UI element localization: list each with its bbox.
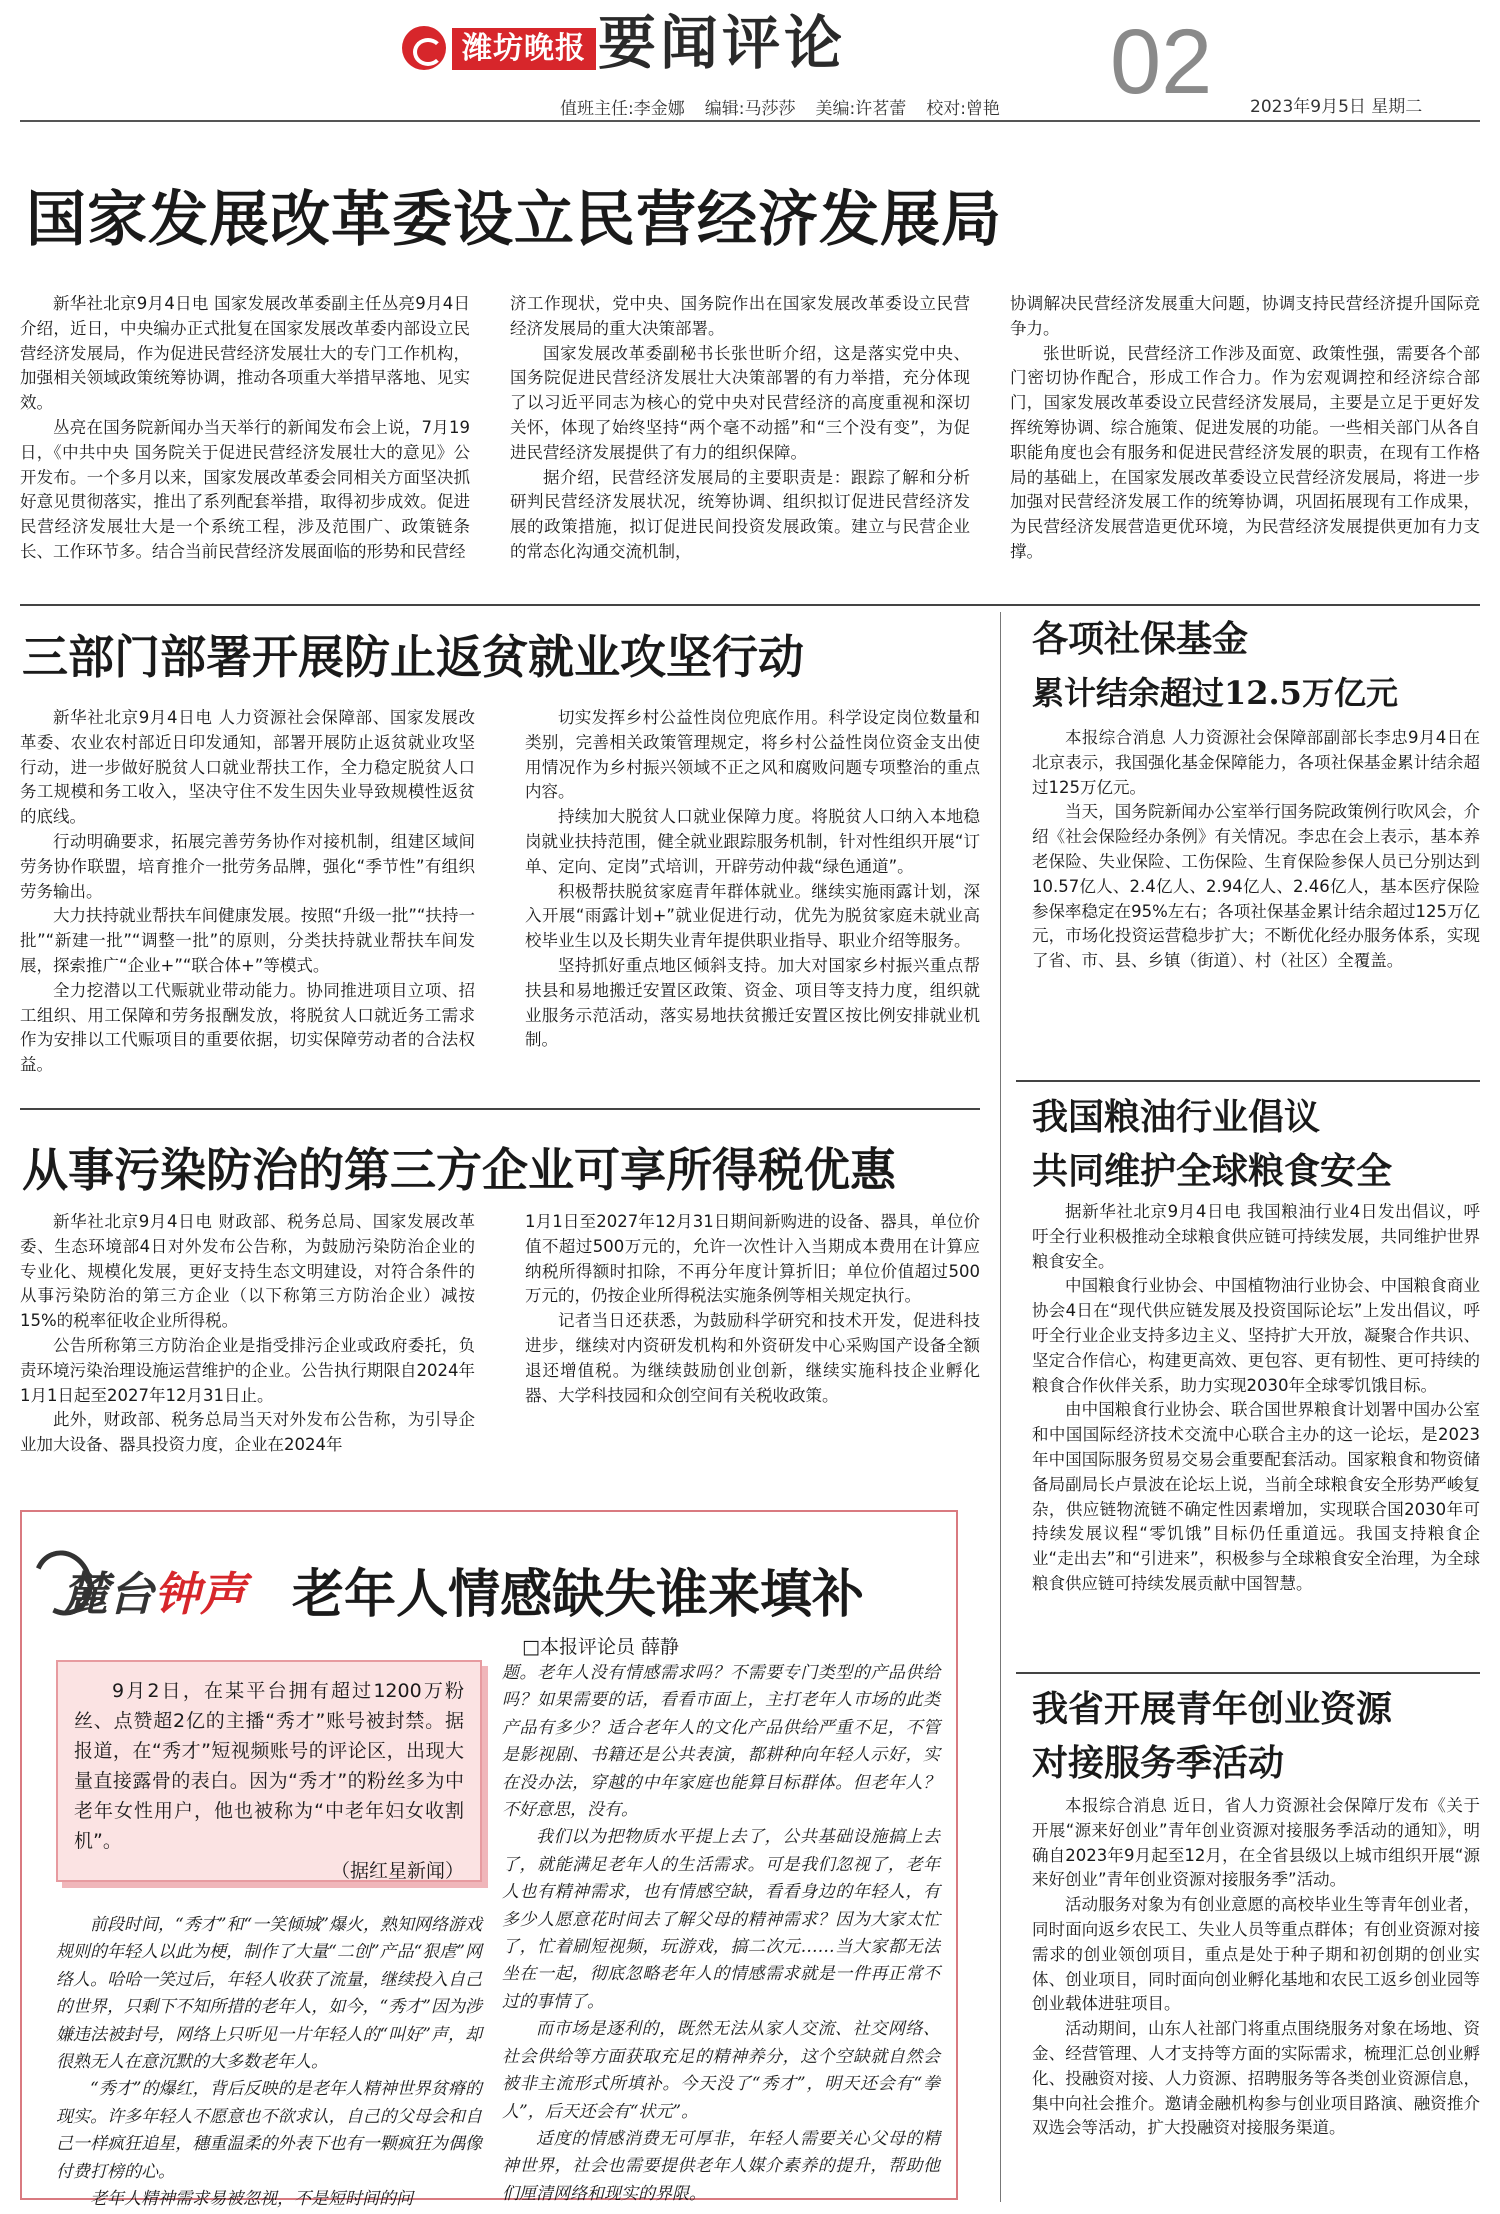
quote-text: 9月2日，在某平台拥有超过1200万粉丝、点赞超2亿的主播“秀才”账号被封禁。据报道，在“秀才”短视频账号的评论区，出现大量直接露骨的表白。因为“秀才”的粉丝多为中老年女性用户，他也被称为“中老年妇女收割机”。 xyxy=(74,1680,464,1852)
article-paragraph: 老年人精神需求易被忽视，不是短时间的问 xyxy=(90,2189,413,2210)
article-paragraph: 活动服务对象为有创业意愿的高校毕业生等青年创业者，同时面向返乡农民工、失业人员等重点群体；有创业资源对接需求的创业领创项目，重点是处于种子期和初创期的创业实体、创业项目，同时面向创业孵化基地和农民工返乡创业园等创业载体进驻项目。 xyxy=(1032,1895,1480,2014)
article-paragraph: 中国粮食行业协会、中国植物油行业协会、中国粮食商业协会4日在“现代供应链发展及投资国际论坛”上发出倡议，呼吁全行业企业支持多边主义、坚持扩大开放，凝聚合作共识、坚定合作信心，构建更高效、更包容、更有韧性、更可持续的粮食合作伙伴关系，助力实现2030年全球零饥饿目标。 xyxy=(1032,1276,1480,1395)
article-paragraph: 丛亮在国务院新闻办当天举行的新闻发布会上说，7月19日，《中共中央 国务院关于促进民营经济发展壮大的意见》公开发布。一个多月以来，国家发展改革委会同相关方面坚决抓好意见贯彻落实，推出了系列配套举措，取得初步成效。促进民营经济发展壮大是一个系统工程，涉及范围广、政策链条长、工作环节多。结合当前民营经济发展面临的形势和民营经 xyxy=(20,417,470,561)
article-paragraph: 此外，财政部、税务总局当天对外发布公告称，为引导企业加大设备、器具投资力度，企业在2024年 xyxy=(20,1410,475,1455)
article-paragraph: 而市场是逐利的，既然无法从家人交流、社交网络、社会供给等方面获取充足的精神养分，这个空缺就自然会被非主流形式所填补。今天没了“秀才”，明天还会有“拳人”，后天还会有“状元”。 xyxy=(502,2019,940,2122)
section-divider xyxy=(20,604,1480,606)
article-paragraph: 切实发挥乡村公益性岗位兜底作用。科学设定岗位数量和类别，完善相关政策管理规定，将乡村公益性岗位资金支出使用情况作为乡村振兴领域不正之风和腐败问题专项整治的重点内容。 xyxy=(525,708,980,802)
article-paragraph: 据新华社北京9月4日电 我国粮油行业4日发出倡议，呼吁全行业积极推动全球粮食供应链可持续发展，共同维护世界粮食安全。 xyxy=(1032,1202,1480,1271)
article-headline: 三部门部署开展防止返贫就业攻坚行动 xyxy=(22,630,804,684)
article-paragraph: 行动明确要求，拓展完善劳务协作对接机制，组建区域间劳务协作联盟，培育推介一批劳务品牌，强化“季节性”有组织劳务输出。 xyxy=(20,831,475,901)
column-divider xyxy=(1000,612,1001,2202)
article-paragraph: 新华社北京9月4日电 财政部、税务总局、国家发展改革委、生态环境部4日对外发布公告称，为鼓励污染防治企业的专业化、规模化发展，更好支持生态文明建设，对符合条件的从事污染防治的第三方企业（以下称第三方防治企业）减按15%的税率征收企业所得税。 xyxy=(20,1212,475,1331)
article-paragraph: 由中国粮食行业协会、联合国世界粮食计划署中国办公室和中国国际经济技术交流中心联合主办的这一论坛，是2023年中国国际服务贸易交易会重要配套活动。国家粮食和物资储备局副局长卢景波在论坛上说，当前全球粮食安全形势严峻复杂，供应链物流链不确定性因素增加，实现联合国2030年可持续发展议程“零饥饿”目标仍任重道远。我国支持粮食企业“走出去”和“引进来”，积极参与全球粮食安全治理，为全球粮食供应链可持续发展贡献中国智慧。 xyxy=(1032,1400,1480,1593)
headline-line: 累计结余超过12.5万亿元 xyxy=(1032,674,1398,712)
article-column xyxy=(510,292,970,582)
headline-line: 我省开展青年创业资源 xyxy=(1032,1688,1393,1730)
article-column xyxy=(1010,292,1480,582)
article-paragraph: 国家发展改革委副秘书长张世昕介绍，这是落实党中央、国务院促进民营经济发展壮大决策部署的有力举措，充分体现了以习近平同志为核心的党中央对民营经济的高度重视和深切关怀，体现了始终坚持“两个毫不动摇”和“三个没有变”，为促进民营经济发展提供了有力的组织保障。 xyxy=(510,343,970,462)
editor-credit: 值班主任:李金娜 xyxy=(560,99,685,119)
page-number: 02 xyxy=(1110,11,1213,113)
article-paragraph: 济工作现状，党中央、国务院作出在国家发展改革委设立民营经济发展局的重大决策部署。 xyxy=(510,294,970,338)
newspaper-logo: 潍坊晚报 xyxy=(452,28,596,70)
article-paragraph: 协调解决民营经济发展重大问题，协调支持民营经济提升国际竞争力。 xyxy=(1010,294,1480,338)
article-paragraph: 当天，国务院新闻办公室举行国务院政策例行吹风会，介绍《社会保险经办条例》有关情况。李忠在会上表示，基本养老保险、失业保险、工伤保险、生育保险参保人员已分别达到10.57亿人、2.4亿人、2.94亿人、2.46亿人，基本医疗保险参保率稳定在95%左右；各项社保基金累计结余超过125万亿元，市场化投资运营稳步扩大；不断优化经办服务体系，实现了省、市、县、乡镇（街道）、村（社区）全覆盖。 xyxy=(1032,802,1480,971)
quote-box xyxy=(56,1660,482,1882)
section-divider xyxy=(20,1108,980,1110)
article-paragraph: 题。老年人没有情感需求吗？不需要专门类型的产品供给吗？如果需要的话，看看市面上，主打老年人市场的此类产品有多少？适合老年人的文化产品供给严重不足，不管是影视剧、书籍还是公共表演，都耕种向年轻人示好，实在没办法，穿越的中年家庭也能算目标群体。但老年人？不好意思，没有。 xyxy=(502,1663,940,1821)
article-paragraph: 积极帮扶脱贫家庭青年群体就业。继续实施雨露计划，深入开展“雨露计划+”就业促进行动，优先为脱贫家庭未就业高校毕业生以及长期失业青年提供职业指导、职业介绍等服务。 xyxy=(525,881,980,951)
newspaper-logo-icon xyxy=(402,26,446,70)
article-paragraph: 本报综合消息 近日，省人力资源社会保障厅发布《关于开展“源来好创业”青年创业资源对接服务季活动的通知》，明确自2023年9月起至12月，在全省县级以上城市组织开展“源来好创业”青年创业资源对接服务季”活动。 xyxy=(1032,1796,1480,1890)
article-column xyxy=(525,706,980,1096)
article-paragraph: 活动期间，山东人社部门将重点围绕服务对象在场地、资金、经营管理、人才支持等方面的实际需求，梳理汇总创业孵化、投融资对接、人力资源、招聘服务等各类创业资源信息，集中向社会推介。邀请金融机构参与创业项目路演、融资推介双选会等活动，扩大投融资对接服务渠道。 xyxy=(1032,2019,1480,2138)
headline-line: 我国粮油行业倡议 xyxy=(1032,1096,1321,1138)
editor-credit: 编辑:马莎莎 xyxy=(704,99,796,119)
article-paragraph: 新华社北京9月4日电 人力资源社会保障部、国家发展改革委、农业农村部近日印发通知，部署开展防止返贫就业攻坚行动，进一步做好脱贫人口就业帮扶工作，全力稳定脱贫人口务工规模和务工收入，坚决守住不发生因失业导致规模性返贫的底线。 xyxy=(20,708,475,827)
article-paragraph: 本报综合消息 人力资源社会保障部副部长李忠9月4日在北京表示，我国强化基金保障能力，各项社保基金累计结余超过125万亿元。 xyxy=(1032,728,1480,797)
section-title: 要闻评论 xyxy=(598,9,847,77)
commentary-box xyxy=(20,1510,958,2210)
commentary-column xyxy=(502,1660,940,2204)
side-article-body xyxy=(1032,1794,1480,2206)
article-column xyxy=(20,706,475,1096)
commentary-byline: □本报评论员 薛静 xyxy=(522,1636,679,1658)
article-column xyxy=(525,1210,980,1480)
editor-credit: 美编:许茗蕾 xyxy=(815,99,907,119)
article-paragraph: 前段时间，“秀才”和“一笑倾城”爆火，熟知网络游戏规则的年轻人以此为梗，制作了大量“二创”产品“狠虐”网络人。哈哈一笑过后，年轻人收获了流量，继续投入自己的世界，只剩下不知所措的老年人，如今，“秀才”因为涉嫌违法被封号，网络上只听见一片年轻人的“叫好”声，却很熟无人在意沉默的大多数老年人。 xyxy=(56,1915,482,2073)
article-headline: 国家发展改革委设立民营经济发展局 xyxy=(26,185,1002,255)
commentary-column xyxy=(56,1912,482,2210)
article-paragraph: 坚持抓好重点地区倾斜支持。加大对国家乡村振兴重点帮扶县和易地搬迁安置区政策、资金、项目等支持力度，组织就业服务示范活动，落实易地扶贫搬迁安置区按比例安排就业机制。 xyxy=(525,955,980,1050)
brand-part: 麓台 xyxy=(62,1567,154,1621)
article-body xyxy=(20,706,980,1096)
masthead xyxy=(0,0,1500,125)
quote-source: （据红星新闻） xyxy=(330,1860,464,1882)
article-paragraph: 据介绍，民营经济发展局的主要职责是：跟踪了解和分析研判民营经济发展状况，统筹协调、组织拟订促进民营经济发展的政策措施，拟订促进民间投资发展政策。建立与民营企业的常态化沟通交流机制， xyxy=(510,467,970,561)
article-paragraph: 持续加大脱贫人口就业保障力度。将脱贫人口纳入本地稳岗就业扶持范围，健全就业跟踪服务机制，针对性组织开展“订单、定向、定岗”式培训，开辟劳动仲裁“绿色通道”。 xyxy=(525,807,980,876)
article-headline: 从事污染防治的第三方企业可享所得税优惠 xyxy=(22,1143,896,1197)
article-paragraph: 适度的情感消费无可厚非，年轻人需要关心父母的精神世界，社会也需要提供老年人媒介素养的提升，帮助他们厘清网络和现实的界限。 xyxy=(502,2128,940,2204)
article-paragraph: 张世昕说，民营经济工作涉及面宽、政策性强，需要各个部门密切协作配合，形成工作合力。作为宏观调控和经济综合部门，国家发展改革委设立民营经济发展局，主要是立足于更好发挥统筹协调、综合施策、促进发展的功能。一些相关部门从各自职能角度也会有服务和促进民营经济发展的职责，在现有工作格局的基础上，在国家发展改革委设立民营经济发展局，将进一步加强对民营经济发展工作的统筹协调，巩固拓展现有工作成果，为民营经济发展营造更优环境，为民营经济发展提供更加有力支撑。 xyxy=(1010,343,1480,561)
side-article-headline xyxy=(1032,612,1398,720)
headline-line: 对接服务季活动 xyxy=(1032,1742,1285,1784)
side-article-headline xyxy=(1032,1682,1392,1790)
article-body xyxy=(20,292,1480,582)
column-brand xyxy=(32,1548,292,1628)
section-divider xyxy=(1016,1672,1480,1674)
page-date: 2023年9月5日 星期二 xyxy=(1250,97,1423,117)
headline-line: 共同维护全球粮食安全 xyxy=(1032,1150,1393,1192)
article-paragraph: 1月1日至2027年12月31日期间新购进的设备、器具，单位价值不超过500万元的，允许一次性计入当期成本费用在计算应纳税所得额时扣除，不再分年度计算折旧；单位价值超过500万元的，仍按企业所得税法实施条例等相关规定执行。 xyxy=(525,1212,980,1306)
commentary-headline: 老年人情感缺失谁来填补 xyxy=(292,1564,865,1625)
article-paragraph: 记者当日还获悉，为鼓励科学研究和技术开发，促进科技进步，继续对内资研发机构和外资研发中心采购国产设备全额退还增值税。为继续鼓励创业创新，继续实施科技企业孵化器、大学科技园和众创空间有关税收政策。 xyxy=(525,1311,980,1405)
editor-credit: 校对:曾艳 xyxy=(926,99,1000,119)
brand-part: 钟声 xyxy=(154,1567,246,1621)
masthead-divider xyxy=(20,120,1480,122)
editor-credits xyxy=(560,94,1020,119)
article-paragraph: 我们以为把物质水平提上去了，公共基础设施搞上去了，就能满足老年人的生活需求。可是我们忽视了，老年人也有精神需求，也有情感空缺，看看身边的年轻人，有多少人愿意花时间去了解父母的精神需求？因为大家太忙了，忙着刷短视频，玩游戏，搞二次元……当大家都无法坐在一起，彻底忽略老年人的情感需求就是一件再正常不过的事情了。 xyxy=(502,1827,940,2012)
article-paragraph: 全力挖潜以工代赈就业带动能力。协同推进项目立项、招工组织、用工保障和劳务报酬发放，将脱贫人口就近务工需求作为安排以工代赈项目的重要依据，切实保障劳动者的合法权益。 xyxy=(20,980,475,1075)
article-body xyxy=(20,1210,980,1480)
headline-line: 各项社保基金 xyxy=(1032,618,1249,660)
column-brand-text xyxy=(62,1558,246,1624)
article-column xyxy=(20,1210,475,1480)
side-article-headline xyxy=(1032,1090,1392,1198)
article-paragraph: 大力扶持就业帮扶车间健康发展。按照“升级一批”“扶持一批”“新建一批”“调整一批”的原则，分类扶持就业帮扶车间发展，探索推广“企业+”“联合体+”等模式。 xyxy=(20,906,475,975)
article-paragraph: 公告所称第三方防治企业是指受排污企业或政府委托，负责环境污染治理设施运营维护的企业。公告执行期限自2024年1月1日起至2027年12月31日止。 xyxy=(20,1335,475,1405)
article-paragraph: 新华社北京9月4日电 国家发展改革委副主任丛亮9月4日介绍，近日，中央编办正式批复在国家发展改革委内部设立民营经济发展局，作为促进民营经济发展壮大的专门工作机构，加强相关领域政策统筹协调，推动各项重大举措早落地、见实效。 xyxy=(20,294,470,413)
section-divider xyxy=(1016,1080,1480,1082)
side-article-body xyxy=(1032,726,1480,1070)
side-article-body xyxy=(1032,1200,1480,1660)
article-column xyxy=(20,292,470,582)
article-paragraph: “秀才”的爆红，背后反映的是老年人精神世界贫瘠的现实。许多年轻人不愿意也不欲求认，自己的父母会和自己一样疯狂追星，穗重温柔的外表下也有一颗疯狂为偶像付费打榜的心。 xyxy=(56,2079,482,2182)
